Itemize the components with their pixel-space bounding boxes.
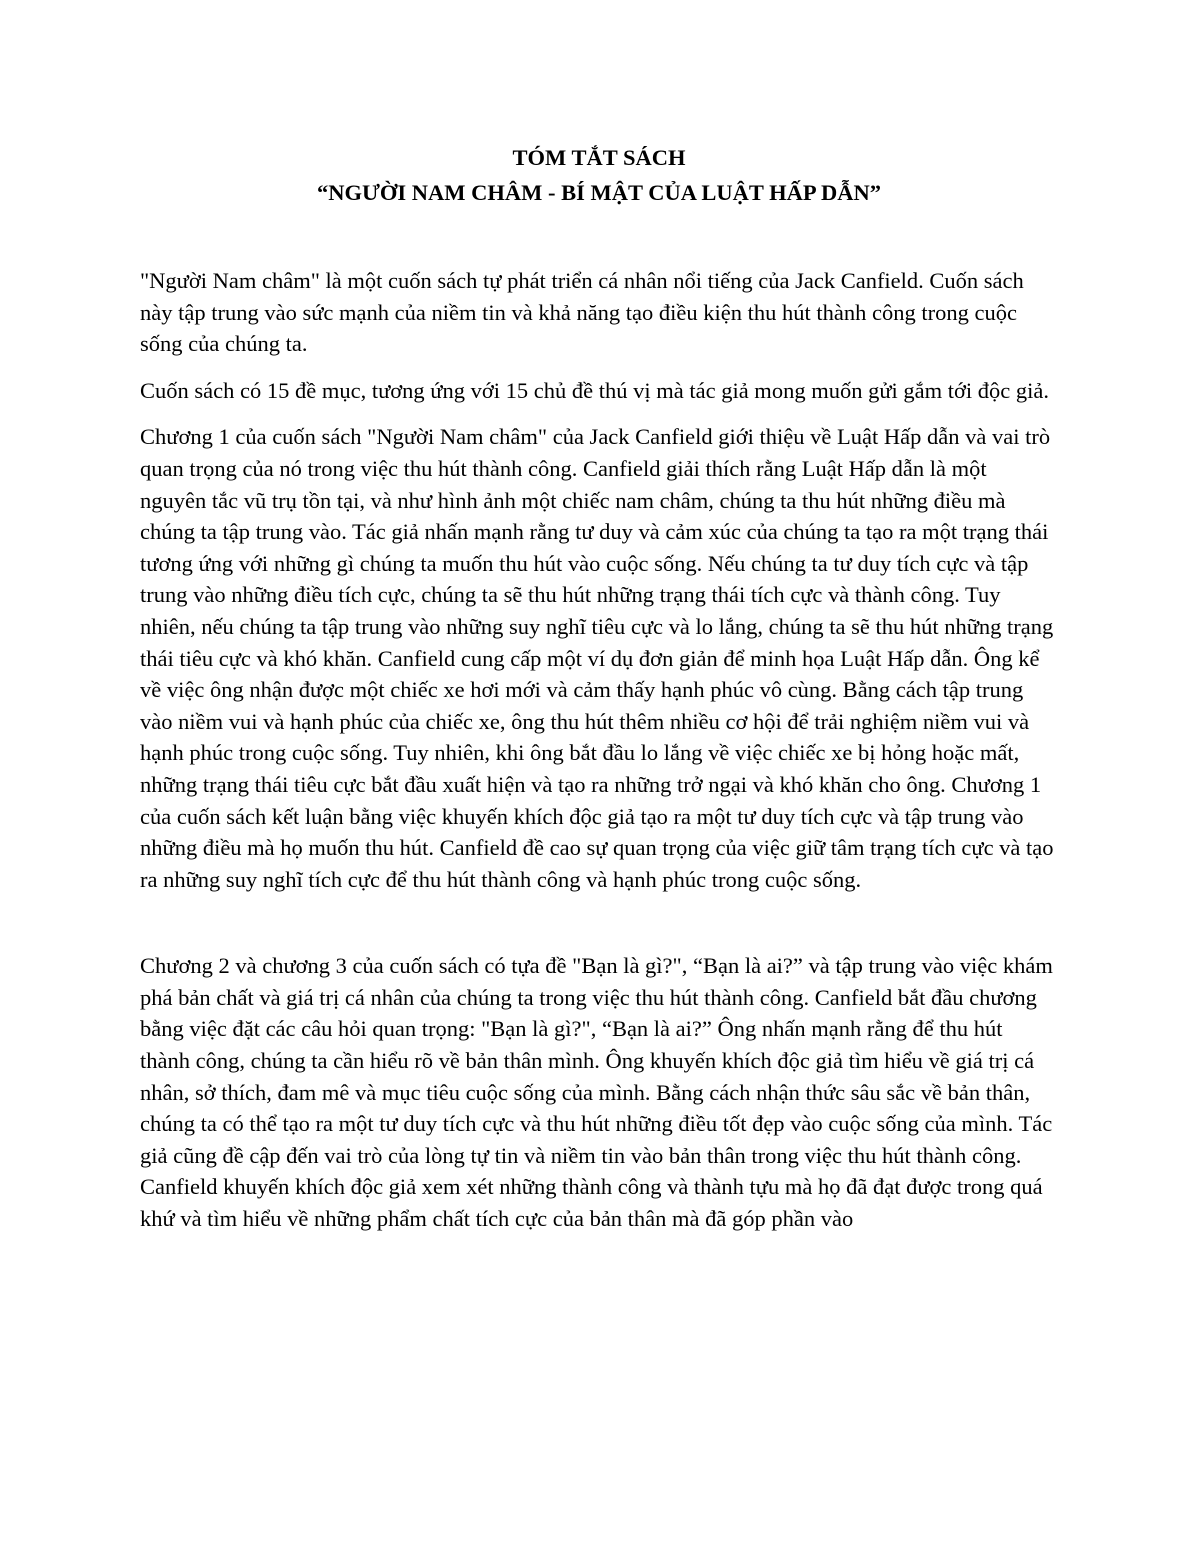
document-content: [140, 140, 1058, 1250]
document-title: [140, 140, 1058, 210]
paragraph-chapter-1: Chương 1 của cuốn sách "Người Nam châm" của Jack Canfield giới thiệu về Luật Hấp dẫn và vai trò quan trọng của nó trong việc thu hút thành công. Canfield giải thích rằng Luật Hấp dẫn là một nguyên tắc vũ trụ tồn tại, và như hình ảnh một chiếc nam châm, chúng ta thu hút những điều mà chúng ta tập trung vào. Tác giả nhấn mạnh rằng tư duy và cảm xúc của chúng ta tạo ra một trạng thái tương ứng với những gì chúng ta muốn thu hút vào cuộc sống. Nếu chúng ta tư duy tích cực và tập trung vào những điều tích cực, chúng ta sẽ thu hút những trạng thái tích cực và thành công. Tuy nhiên, nếu chúng ta tập trung vào những suy nghĩ tiêu cực và lo lắng, chúng ta sẽ thu hút những trạng thái tiêu cực và khó khăn. Canfield cung cấp một ví dụ đơn giản để minh họa Luật Hấp dẫn. Ông kể về việc ông nhận được một chiếc xe hơi mới và cảm thấy hạnh phúc vô cùng. Bằng cách tập trung vào niềm vui và hạnh phúc của chiếc xe, ông thu hút thêm nhiều cơ hội để trải nghiệm niềm vui và hạnh phúc trong cuộc sống. Tuy nhiên, khi ông bắt đầu lo lắng về việc chiếc xe bị hỏng hoặc mất, những trạng thái tiêu cực bắt đầu xuất hiện và tạo ra những trở ngại và khó khăn cho ông. Chương 1 của cuốn sách kết luận bằng việc khuyến khích độc giả tạo ra một tư duy tích cực và tập trung vào những điều mà họ muốn thu hút. Canfield đề cao sự quan trọng của việc giữ tâm trạng tích cực và tạo ra những suy nghĩ tích cực để thu hút thành công và hạnh phúc trong cuộc sống.: [140, 424, 1054, 892]
title-spacer: [140, 210, 1058, 265]
paragraph-spacer: [140, 910, 1058, 950]
paragraph-overview: Cuốn sách có 15 đề mục, tương ứng với 15 chủ đề thú vị mà tác giả mong muốn gửi gắm tới độc giả.: [140, 377, 1049, 403]
paragraph-chapter-2-3: Chương 2 và chương 3 của cuốn sách có tựa đề "Bạn là gì?", “Bạn là ai?” và tập trung vào việc khám phá bản chất và giá trị cá nhân của chúng ta trong việc thu hút thành công. Canfield bắt đầu chương bằng việc đặt các câu hỏi quan trọng: "Bạn là gì?", “Bạn là ai?” Ông nhấn mạnh rằng để thu hút thành công, chúng ta cần hiểu rõ về bản thân mình. Ông khuyến khích độc giả tìm hiểu về giá trị cá nhân, sở thích, đam mê và mục tiêu cuộc sống của mình. Bằng cách nhận thức sâu sắc về bản thân, chúng ta có thể tạo ra một tư duy tích cực và thu hút những điều tốt đẹp vào cuộc sống của mình. Tác giả cũng đề cập đến vai trò của lòng tự tin và niềm tin vào bản thân trong việc thu hút thành công. Canfield khuyến khích độc giả xem xét những thành công và thành tựu mà họ đã đạt được trong quá khứ và tìm hiểu về những phẩm chất tích cực của bản thân mà đã góp phần vào: [140, 953, 1053, 1232]
title-line-1: TÓM TẮT SÁCH: [512, 145, 686, 170]
title-line-2: “NGƯỜI NAM CHÂM - BÍ MẬT CỦA LUẬT HẤP DẪN”: [317, 180, 881, 205]
paragraph-intro: "Người Nam châm" là một cuốn sách tự phát triển cá nhân nổi tiếng của Jack Canfield. Cuốn sách này tập trung vào sức mạnh của niềm tin và khả năng tạo điều kiện thu hút thành công trong cuộc sống của chúng ta.: [140, 268, 1024, 357]
